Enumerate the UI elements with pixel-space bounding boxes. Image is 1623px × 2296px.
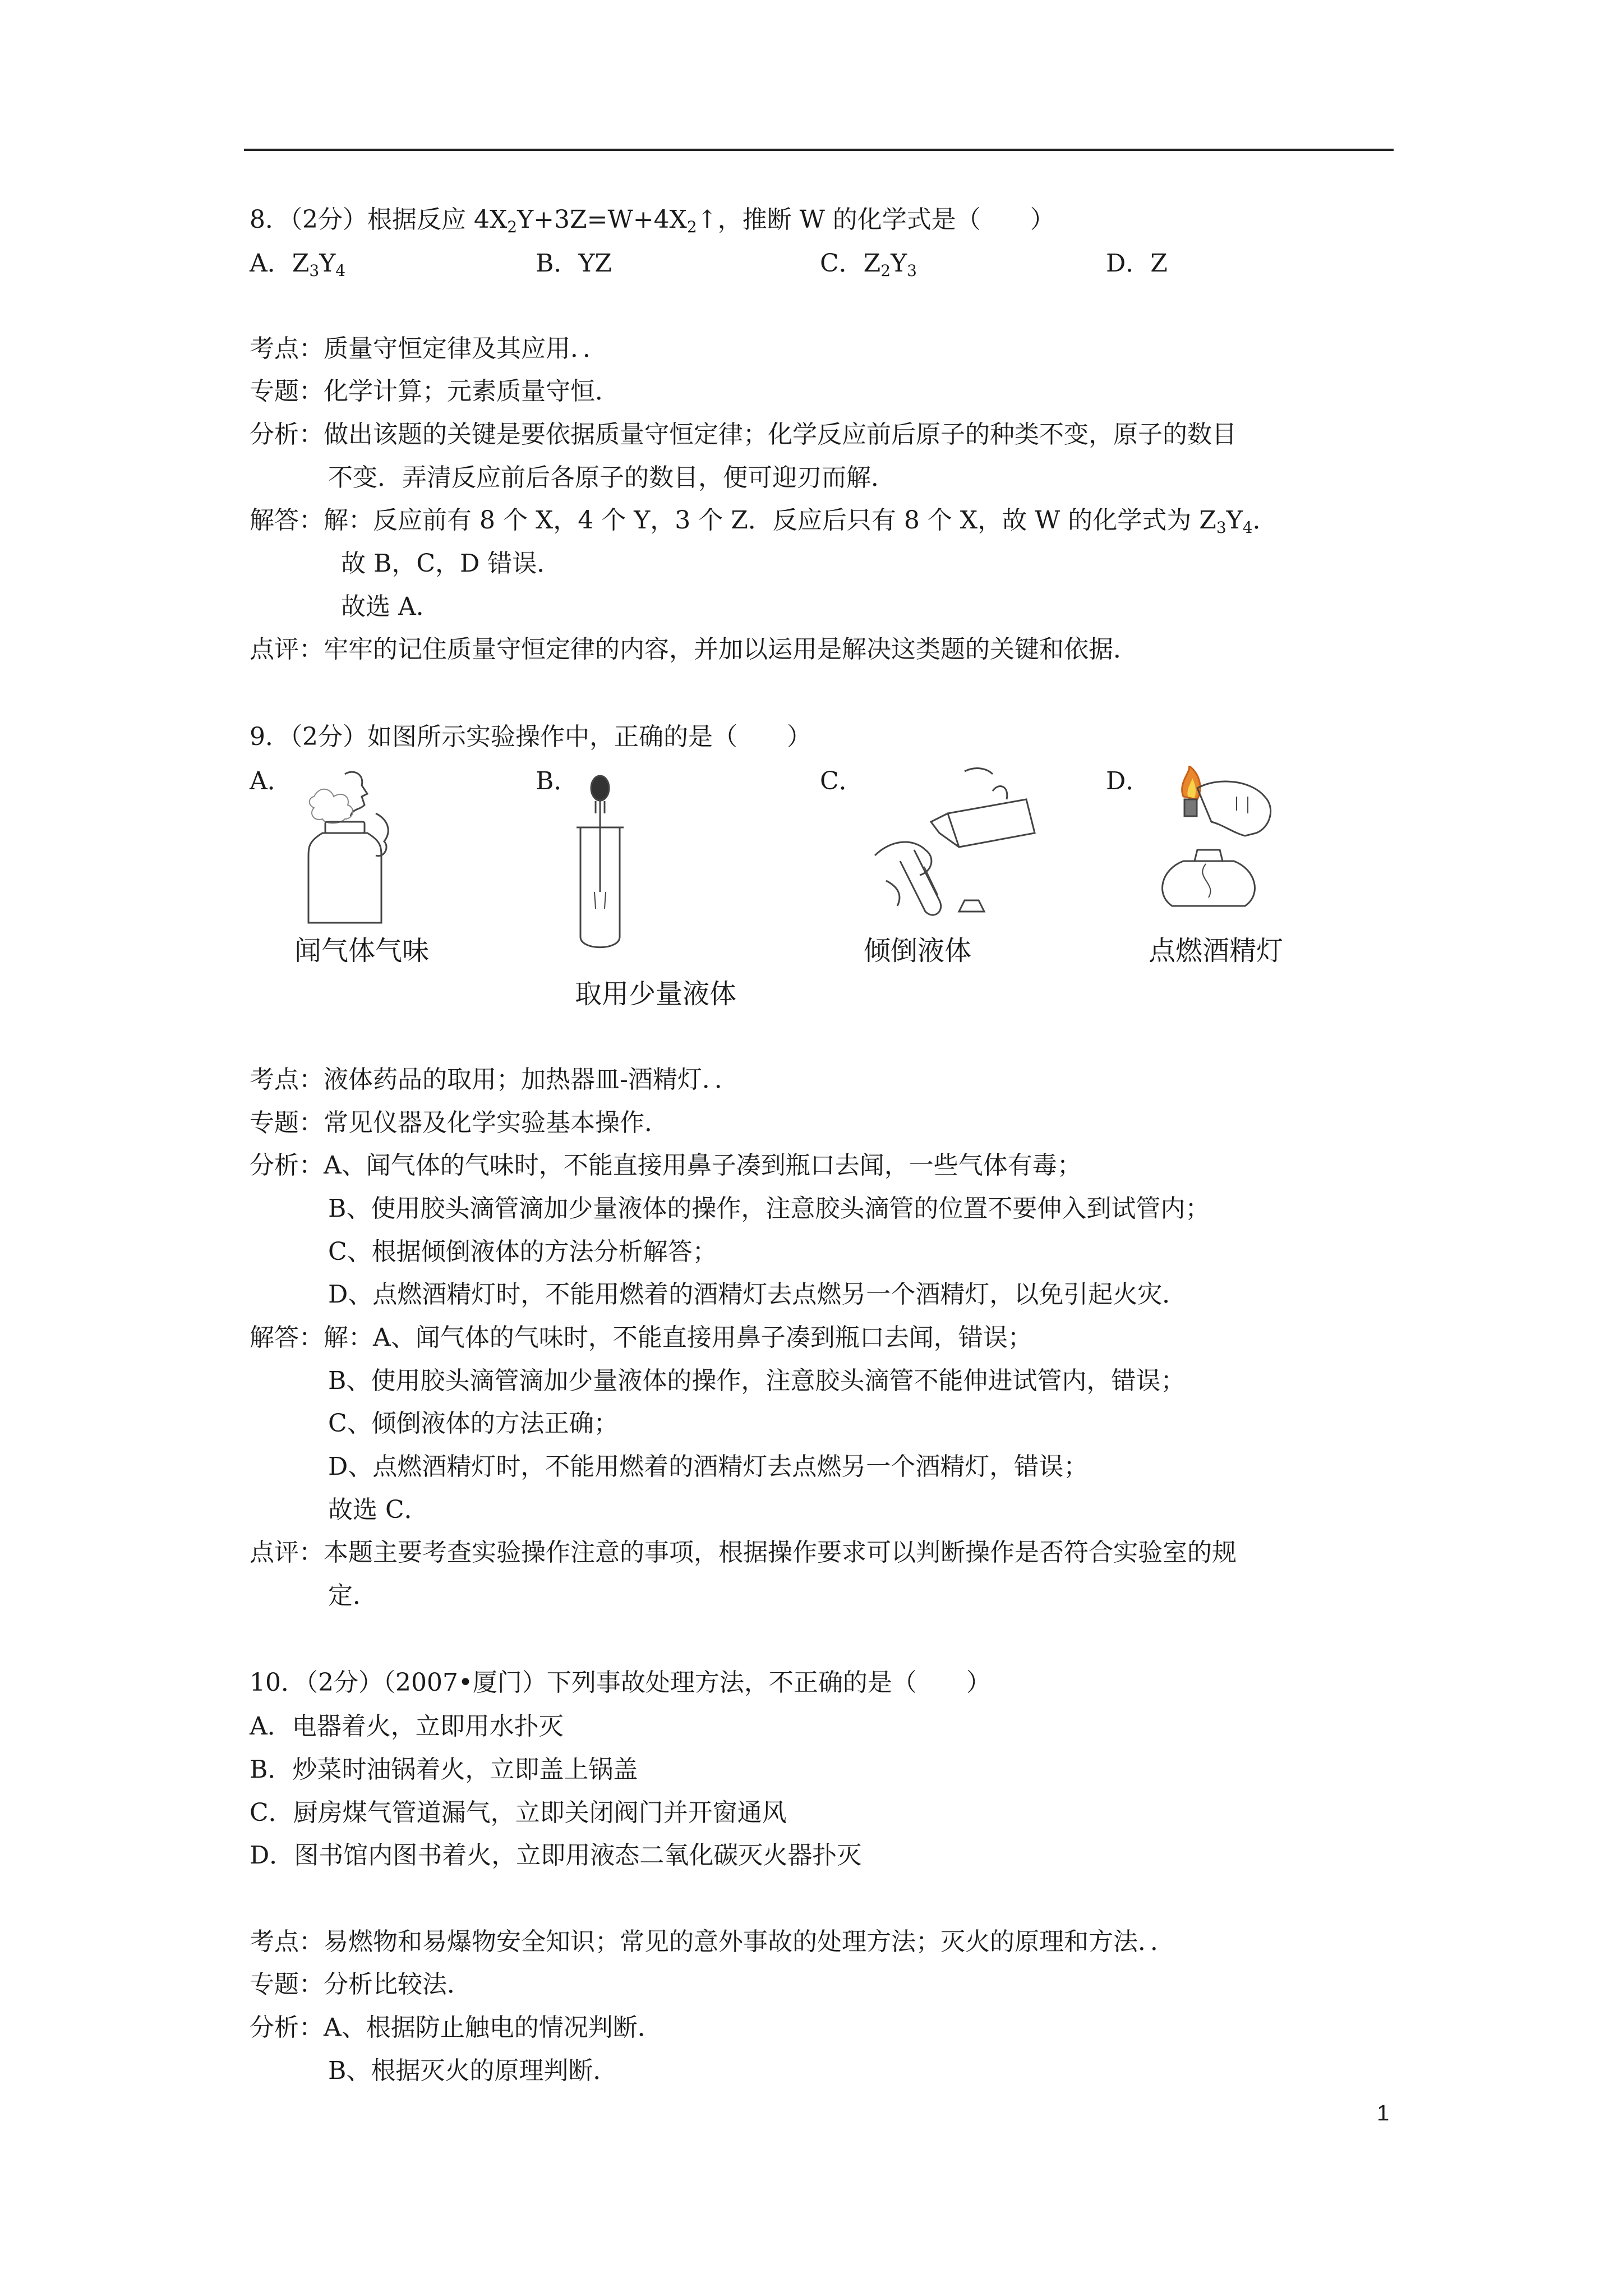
- q9-label-b: B．: [536, 767, 579, 795]
- q10-kaodian: 考点：易燃物和易爆物安全知识；常见的意外事故的处理方法；灭火的原理和方法．．: [250, 1927, 1175, 1956]
- q9-fenxi: 分析：A、闻气体的气味时，不能直接用鼻子凑到瓶口去闻，一些气体有毒；: [250, 1151, 1082, 1180]
- q10-option-c: C．厨房煤气管道漏气，立即关闭阀门并开窗通风: [250, 1798, 787, 1827]
- q10-zhuanti: 专题：分析比较法．: [250, 1970, 472, 1999]
- q9-dianping-cont: 定．: [328, 1581, 377, 1610]
- q10-option-b: B．炒菜时油锅着火，立即盖上锅盖: [250, 1755, 638, 1784]
- q9-fenxi-d: D、点燃酒精灯时，不能用燃着的酒精灯去点燃另一个酒精灯，以免引起火灾．: [328, 1280, 1187, 1309]
- page-number: 1: [1377, 2101, 1390, 2125]
- q10-option-d: D．图书馆内图书着火，立即用液态二氧化碳灭火器扑灭: [250, 1841, 862, 1870]
- q8-zhuanti: 专题：化学计算；元素质量守恒．: [250, 377, 620, 406]
- pour-liquid-figure: [864, 760, 1054, 940]
- q10-stem: 10．（2分）（2007•厦门）下列事故处理方法，不正确的是（ ）: [250, 1668, 991, 1697]
- q8-option-a: A．$Z_3Y_4$: [250, 249, 346, 280]
- q9-jieda-b: B、使用胶头滴管滴加少量液体的操作，注意胶头滴管不能伸进试管内，错误；: [328, 1366, 1186, 1395]
- q9-jieda-conclusion: 故选 C．: [328, 1496, 429, 1524]
- smell-gas-figure: [292, 763, 426, 931]
- q8-jieda: 解答：解：反应前有 8 个 X，4 个 Y，3 个 Z．反应后只有 8 个 X，故 W 的化学式为 $Z_3Y_4$．: [250, 506, 1278, 537]
- q8-dianping: 点评：牢牢的记住质量守恒定律的内容，并加以运用是解决这类题的关键和依据．: [250, 635, 1138, 664]
- alcohol-lamp-figure: [1144, 766, 1290, 934]
- q9-caption-d: 点燃酒精灯: [1149, 935, 1284, 967]
- q9-zhuanti: 专题：常见仪器及化学实验基本操作．: [250, 1108, 669, 1137]
- q10-fenxi-b: B、根据灭火的原理判断．: [328, 2056, 618, 2085]
- q10-option-a: A．电器着火，立即用水扑灭: [250, 1712, 564, 1741]
- q9-label-a: A．: [250, 767, 292, 795]
- q8-option-c: C．$Z_2Y_3$: [820, 249, 917, 280]
- q9-label-d: D．: [1106, 767, 1151, 795]
- q9-jieda-c: C、倾倒液体的方法正确；: [328, 1409, 619, 1438]
- q8-fenxi: 分析：做出该题的关键是要依据质量守恒定律；化学反应前后原子的种类不变，原子的数目: [250, 420, 1237, 449]
- q9-kaodian: 考点：液体药品的取用；加热器皿-酒精灯．．: [250, 1065, 739, 1094]
- q8-jieda-line3: 故选 A．: [341, 592, 441, 621]
- q8-jieda-line2: 故 B，C，D 错误．: [341, 549, 562, 578]
- q9-label-c: C．: [820, 767, 864, 795]
- q9-stem: 9．（2分）如图所示实验操作中，正确的是（ ）: [250, 723, 811, 751]
- q8-stem: 8．（2分）根据反应 $4X_2Y+3Z=W+4X_2↑$，推断 W 的化学式是（ ）: [250, 205, 1055, 236]
- q8-fenxi-cont: 不变．弄清反应前后各原子的数目，便可迎刃而解．: [328, 463, 896, 492]
- q9-caption-a: 闻气体气味: [294, 935, 430, 967]
- q9-dianping: 点评：本题主要考查实验操作注意的事项，根据操作要求可以判断操作是否符合实验室的规: [250, 1538, 1237, 1567]
- q9-jieda-d: D、点燃酒精灯时，不能用燃着的酒精灯去点燃另一个酒精灯，错误；: [328, 1452, 1089, 1481]
- q8-option-d: D．Z: [1106, 249, 1168, 278]
- q9-caption-b: 取用少量液体: [575, 978, 737, 1010]
- q9-fenxi-b: B、使用胶头滴管滴加少量液体的操作，注意胶头滴管的位置不要伸入到试管内；: [328, 1194, 1210, 1223]
- q8-kaodian: 考点：质量守恒定律及其应用．．: [250, 334, 607, 363]
- q9-jieda: 解答：解：A、闻气体的气味时，不能直接用鼻子凑到瓶口去闻，错误；: [250, 1323, 1032, 1352]
- q9-caption-c: 倾倒液体: [864, 935, 972, 967]
- q10-fenxi: 分析：A、根据防止触电的情况判断．: [250, 2013, 662, 2042]
- q8-option-b: B．YZ: [536, 249, 612, 278]
- header-rule: [244, 149, 1394, 151]
- dropper-tube-figure: [561, 774, 639, 954]
- q9-fenxi-c: C、根据倾倒液体的方法分析解答；: [328, 1237, 717, 1266]
